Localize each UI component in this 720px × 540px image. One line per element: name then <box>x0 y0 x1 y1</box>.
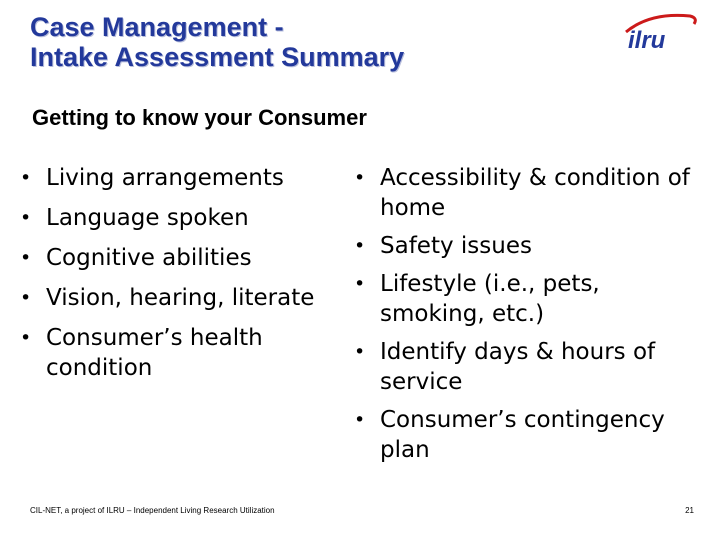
list-item-text: Living arrangements <box>46 165 284 191</box>
list-item-text: Lifestyle (i.e., pets, smoking, etc.) <box>380 271 600 327</box>
list-item-text: Consumer’s contingency plan <box>380 407 665 463</box>
list-item <box>352 405 696 465</box>
bullet-icon: • <box>354 341 366 363</box>
list-item-text: Safety issues <box>380 233 532 259</box>
bullet-icon: • <box>354 235 366 257</box>
list-item-text: Cognitive abilities <box>46 245 252 271</box>
list-item-text: Accessibility & condition of home <box>380 165 690 221</box>
list-item-text: Identify days & hours of service <box>380 339 656 395</box>
list-item <box>18 283 336 313</box>
subtitle: Getting to know your Consumer <box>32 105 367 130</box>
list-item-text: Language spoken <box>46 205 249 231</box>
list-item <box>18 163 336 193</box>
list-item <box>352 231 696 261</box>
title-line-2: Intake Assessment Summary <box>30 42 405 72</box>
list-item <box>18 243 336 273</box>
list-item-text: Vision, hearing, literate <box>46 285 315 311</box>
footer-credit: CIL-NET, a project of ILRU – Independent Living Research Utilization <box>30 506 275 515</box>
list-item <box>352 163 696 223</box>
list-item <box>352 337 696 397</box>
page-number: 21 <box>685 506 694 515</box>
slide-title <box>30 12 590 72</box>
bullet-icon: • <box>20 247 32 269</box>
bullet-icon: • <box>354 167 366 189</box>
ilru-logo <box>620 10 700 52</box>
bullet-icon: • <box>20 327 32 349</box>
bullet-icon: • <box>20 207 32 229</box>
list-item <box>352 269 696 329</box>
list-item <box>18 203 336 233</box>
title-line-1: Case Management - <box>30 12 284 42</box>
left-bullet-list <box>18 163 336 393</box>
list-item-text: Consumer’s health condition <box>46 325 263 381</box>
right-bullet-list <box>352 163 696 473</box>
bullet-icon: • <box>354 409 366 431</box>
bullet-icon: • <box>20 287 32 309</box>
bullet-icon: • <box>354 273 366 295</box>
logo-text: ilru <box>628 27 666 52</box>
list-item <box>18 323 336 383</box>
bullet-icon: • <box>20 167 32 189</box>
